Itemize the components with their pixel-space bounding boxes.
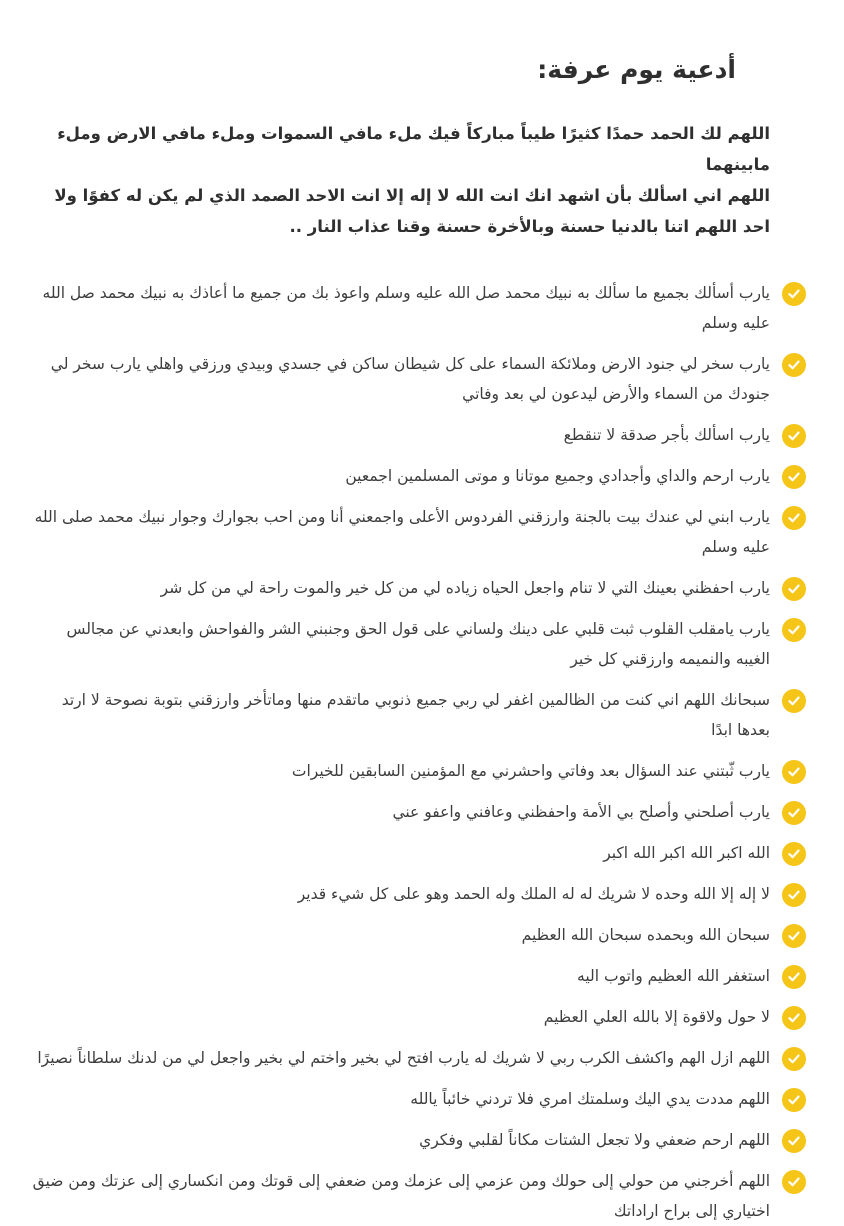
page-title: أدعية يوم عرفة: [537,55,736,84]
intro-line: اللهم لك الحمد حمدًا كثيرًا طيباً مباركاً فيك ملء مافي السموات وملء مافي الارض وملء مابينهما [57,124,770,174]
check-circle-icon [782,1170,806,1194]
dua-text: يارب احفظني بعينك التي لا تنام واجعل الحياه زياده لي من كل خير والموت راحة لي من كل شر [160,579,770,597]
check-circle-icon [782,1006,806,1030]
list-item [30,1084,806,1114]
list-item [30,461,806,491]
intro-line: اللهم اني اسألك بأن اشهد انك انت الله لا إله إلا انت الاحد الصمد الذي لم يكن له كفوًا ولا احد اللهم اتنا بالدنيا حسنة وبالأخرة حسنة وقنا عذاب النار .. [54,186,770,236]
check-circle-icon [782,282,806,306]
list-item [30,961,806,991]
check-circle-icon [782,801,806,825]
dua-text: اللهم ارحم ضعفي ولا تجعل الشتات مكاناً لقلبي وفكري [419,1131,770,1149]
check-circle-icon [782,577,806,601]
dua-text: يارب ثّبتني عند السؤال بعد وفاتي واحشرني مع المؤمنين السابقين للخيرات [291,762,770,780]
list-item [30,756,806,786]
dua-text: سبحانك اللهم اني كنت من الظالمين اغفر لي ربي جميع ذنوبي ماتقدم منها وماتأخر وارزقني بتوبة نصوحة لا ارتد بعدها ابدًا [61,691,770,739]
check-circle-icon [782,842,806,866]
check-circle-icon [782,689,806,713]
dua-text: يارب سخر لي جنود الارض وملائكة السماء على كل شيطان ساكن في جسدي وبيدي ورزقي واهلي يارب سخر لي جنودك من السماء والأرض ليدعون لي بعد وفاتي [50,355,770,403]
dua-list [30,278,806,1226]
check-circle-icon [782,506,806,530]
dua-text: سبحان الله وبحمده سبحان الله العظيم [521,926,770,944]
dua-text: الله اكبر الله اكبر الله اكبر [603,844,770,862]
list-item [30,502,806,562]
list-item [30,1166,806,1226]
list-item [30,920,806,950]
list-item [30,1002,806,1032]
list-item [30,573,806,603]
dua-text: لا حول ولاقوة إلا بالله العلي العظيم [543,1008,770,1026]
check-circle-icon [782,618,806,642]
list-item [30,685,806,745]
check-circle-icon [782,353,806,377]
dua-text: يارب أصلحني وأصلح بي الأمة واحفظني وعافني واعفو عني [392,803,770,821]
list-item [30,420,806,450]
dua-text: استغفر الله العظيم واتوب اليه [577,967,770,985]
dua-text: يارب ارحم والداي وأجدادي وجميع موتانا و موتى المسلمين اجمعين [345,467,770,485]
list-item [30,879,806,909]
check-circle-icon [782,465,806,489]
check-circle-icon [782,1047,806,1071]
dua-text: يارب اسألك بأجر صدقة لا تنقطع [563,426,770,444]
check-circle-icon [782,883,806,907]
intro-paragraph [30,118,770,242]
dua-text: اللهم مددت يدي اليك وسلمتك امري فلا تردني خائباً يالله [410,1090,770,1108]
list-item [30,1125,806,1155]
list-item [30,349,806,409]
dua-text: لا إله إلا الله وحده لا شريك له له الملك وله الحمد وهو على كل شيء قدير [297,885,770,903]
check-circle-icon [782,424,806,448]
list-item [30,614,806,674]
check-circle-icon [782,760,806,784]
check-circle-icon [782,1129,806,1153]
dua-text: اللهم ازل الهم واكشف الكرب ربي لا شريك له يارب افتح لي بخير واختم لي بخير واجعل لي من لدنك سلطاناً نصيرًا [37,1049,770,1067]
list-item [30,797,806,827]
list-item [30,1043,806,1073]
dua-text: يارب أسألك بجميع ما سألك به نبيك محمد صل الله عليه وسلم واعوذ بك من جميع ما أعاذك به نبيك محمد صل الله عليه وسلم [42,284,770,332]
check-circle-icon [782,924,806,948]
list-item [30,278,806,338]
dua-text: يارب ابني لي عندك بيت بالجنة وارزقني الفردوس الأعلى واجمعني أنا ومن احب بجوارك وجوار نبيك محمد صلى الله عليه وسلم [34,508,770,556]
check-circle-icon [782,1088,806,1112]
dua-text: يارب يامقلب القلوب ثبت قلبي على دينك ولساني على قول الحق وجنبني الشر والفواحش وابعدني عن مجالس الغيبه والنميمه وارزقني كل خير [66,620,770,668]
dua-text: اللهم أخرجني من حولي إلى حولك ومن عزمي إلى عزمك ومن ضعفي إلى قوتك ومن انكساري إلى عزتك ومن ضيق اختياري إلى براح اراداتك [32,1172,770,1220]
check-circle-icon [782,965,806,989]
list-item [30,838,806,868]
